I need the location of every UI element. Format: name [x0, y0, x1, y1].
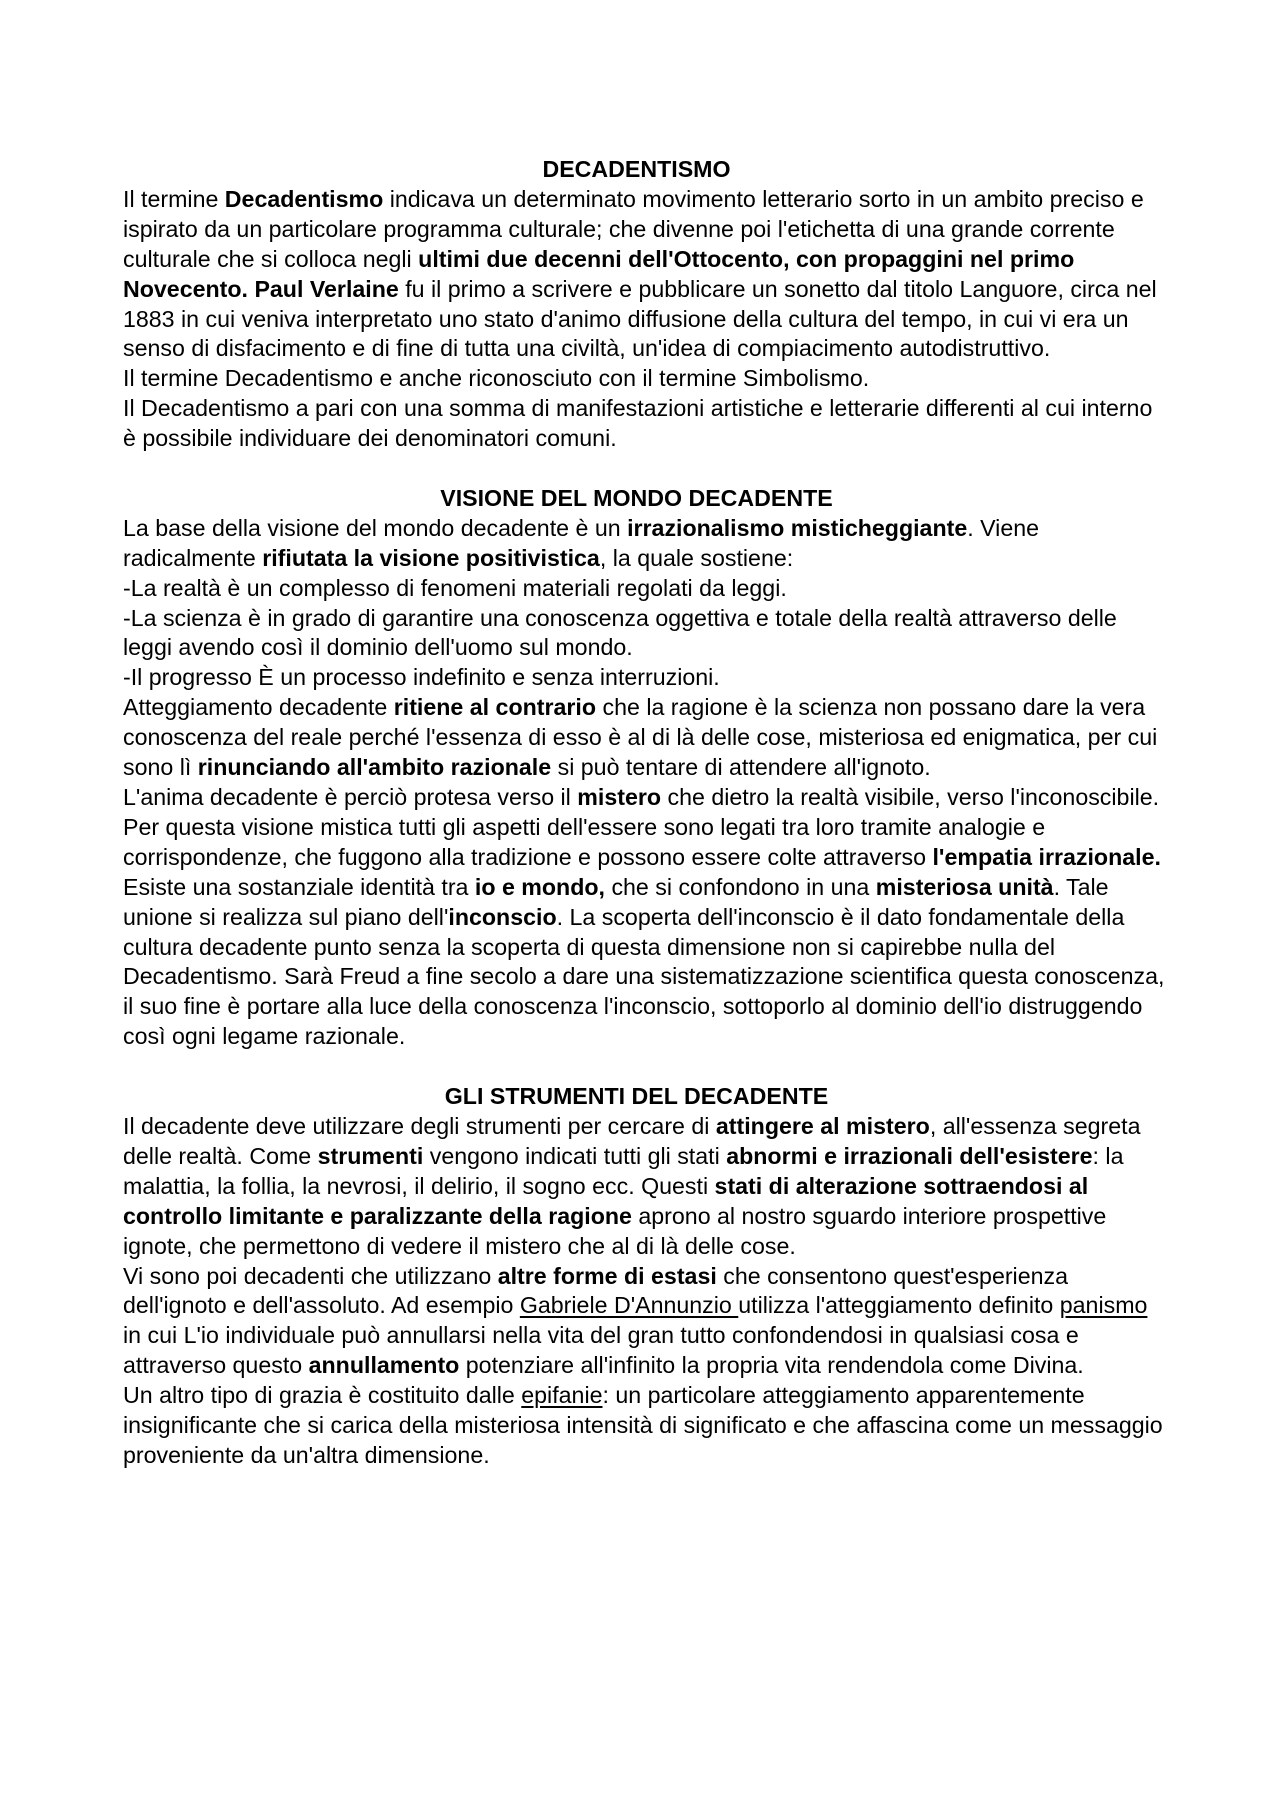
- paragraph: [123, 693, 1168, 783]
- bold-text: annullamento: [308, 1352, 460, 1379]
- section: [123, 155, 1168, 454]
- underlined-text: epifanie: [521, 1382, 603, 1409]
- text-run: -Il progresso È un processo indefinito e senza interruzioni.: [123, 664, 720, 691]
- paragraph: [123, 604, 1168, 664]
- section: [123, 484, 1168, 1052]
- section-heading: GLI STRUMENTI DEL DECADENTE: [444, 1083, 829, 1110]
- text-run: Esiste una sostanziale identità tra: [123, 873, 475, 900]
- text-run: La base della visione del mondo decadente è un: [123, 514, 628, 541]
- paragraph: [123, 663, 1168, 693]
- paragraph: [123, 783, 1168, 873]
- paragraph: [123, 185, 1168, 364]
- text-run: Un altro tipo di grazia è costituito dalle: [123, 1382, 522, 1409]
- text-run: utilizza l'atteggiamento definito: [738, 1292, 1060, 1319]
- text-run: Vi sono poi decadenti che utilizzano: [123, 1262, 498, 1289]
- text-run: Il decadente deve utilizzare degli strumenti per cercare di: [123, 1112, 716, 1139]
- section-heading: VISIONE DEL MONDO DECADENTE: [440, 484, 833, 511]
- text-run: Il Decadentismo a pari con una somma di manifestazioni artistiche e letterarie differenti al cui interno è possibile individuare dei denominatori comuni.: [123, 395, 1153, 452]
- text-run: potenziare all'infinito la propria vita rendendola come Divina.: [459, 1352, 1084, 1379]
- text-run: , all'essenza segreta delle realtà. Come: [123, 1112, 1141, 1169]
- bold-text: stati di alterazione sottraendosi al controllo limitante e paralizzante della ragione: [123, 1172, 1089, 1229]
- text-run: si può tentare di attendere all'ignoto.: [551, 754, 931, 781]
- bold-text: strumenti: [317, 1142, 424, 1169]
- paragraph: [123, 364, 1168, 394]
- text-run: , la quale sostiene:: [599, 544, 794, 571]
- bold-text: ritiene al contrario: [393, 694, 597, 721]
- text-run: . Viene radicalmente: [123, 514, 1040, 571]
- text-run: -La scienza è in grado di garantire una conoscenza oggettiva e totale della realtà attraverso delle leggi avendo così il dominio dell'uomo sul mondo.: [123, 604, 1117, 661]
- text-run: aprono al nostro sguardo interiore prospettive ignote, che permettono di vedere il mistero che al di là delle cose.: [123, 1202, 1107, 1259]
- bold-text: rinunciando all'ambito razionale: [197, 754, 552, 781]
- paragraph: [123, 1381, 1168, 1471]
- text-run: che la ragione è la scienza non possano dare la vera conoscenza del reale perché l'essenza di esso è al di là delle cose, misteriosa ed enigmatica, per cui sono lì: [123, 694, 1158, 781]
- bold-text: mistero: [577, 784, 662, 811]
- bold-text: Decadentismo: [224, 185, 384, 212]
- bold-text: irrazionalismo misticheggiante: [627, 514, 968, 541]
- text-run: che dietro la realtà visibile, verso l'inconoscibile. Per questa visione mistica tutti gli aspetti dell'essere sono legati tra loro tramite analogie e corrispondenze, che fuggono alla tradizione e possono essere colte attraverso: [123, 784, 1160, 870]
- text-run: . La scoperta dell'inconscio è il dato fondamentale della cultura decadente punto senza la scoperta di questa dimensione non si capirebbe nulla del Decadentismo. Sarà Freud a fine secolo a dare una sistematizzazione scientifica questa conoscenza, il suo fine è portare alla luce della conoscenza l'inconscio, sottoporlo al dominio dell'io distruggendo così ogni legame razionale.: [123, 903, 1165, 1050]
- text-run: in cui L'io individuale può annullarsi nella vita del gran tutto confondendosi in qualsiasi cosa e attraverso questo: [123, 1322, 1079, 1379]
- text-run: Il termine Decadentismo e anche riconosciuto con il termine Simbolismo.: [123, 365, 870, 392]
- underlined-text: panismo: [1059, 1292, 1148, 1319]
- text-run: fu il primo a scrivere e pubblicare un sonetto dal titolo Languore, circa nel 1883 in cui veniva interpretato uno stato d'animo diffusione della cultura del tempo, in cui vi era un senso di disfacimento e di fine di tutta una civiltà, un'idea di compiacimento autodistruttivo.: [123, 275, 1157, 362]
- bold-text: inconscio: [448, 903, 557, 930]
- section-heading: DECADENTISMO: [542, 156, 731, 182]
- text-run: -La realtà è un complesso di fenomeni materiali regolati da leggi.: [123, 574, 787, 601]
- paragraph: [123, 574, 1168, 604]
- text-run: che consentono quest'esperienza dell'ignoto e dell'assoluto. Ad esempio: [123, 1262, 1068, 1319]
- paragraph: [123, 394, 1168, 454]
- text-run: che si confondono in una: [605, 873, 876, 900]
- bold-text: io e mondo,: [474, 873, 605, 900]
- document-page: [123, 155, 1168, 1471]
- bold-text: l'empatia irrazionale.: [932, 843, 1161, 870]
- text-run: . Tale unione si realizza sul piano dell': [123, 873, 1109, 930]
- paragraph: [123, 514, 1168, 574]
- text-run: vengono indicati tutti gli stati: [423, 1142, 727, 1169]
- bold-text: attingere al mistero: [715, 1112, 930, 1139]
- paragraph: [123, 1262, 1168, 1382]
- bold-text: abnormi e irrazionali dell'esistere: [726, 1142, 1093, 1169]
- text-run: indicava un determinato movimento letterario sorto in un ambito preciso e ispirato da un particolare programma culturale; che divenne poi l'etichetta di una grande corrente culturale che si colloca negli: [123, 185, 1144, 272]
- text-run: Il termine: [123, 185, 225, 212]
- bold-text: altre forme di estasi: [497, 1262, 717, 1289]
- bold-text: ultimi due decenni dell'Ottocento, con propaggini nel primo Novecento.: [123, 245, 1075, 302]
- underlined-text: Gabriele D'Annunzio: [519, 1292, 739, 1319]
- bold-text: Paul Verlaine: [254, 275, 399, 302]
- text-run: : la malattia, la follia, la nevrosi, il delirio, il sogno ecc. Questi: [123, 1142, 1124, 1199]
- text-run: L'anima decadente è perciò protesa verso il: [123, 784, 578, 811]
- section: [123, 1082, 1168, 1471]
- bold-text: rifiutata la visione positivistica: [262, 544, 600, 571]
- text-run: : un particolare atteggiamento apparentemente insignificante che si carica della misteriosa intensità di significato e che affascina come un messaggio proveniente da un'altra dimensione.: [123, 1382, 1163, 1468]
- paragraph: [123, 1112, 1168, 1262]
- text-run: Atteggiamento decadente: [123, 694, 394, 721]
- bold-text: misteriosa unità: [875, 873, 1054, 900]
- paragraph: [123, 873, 1168, 1052]
